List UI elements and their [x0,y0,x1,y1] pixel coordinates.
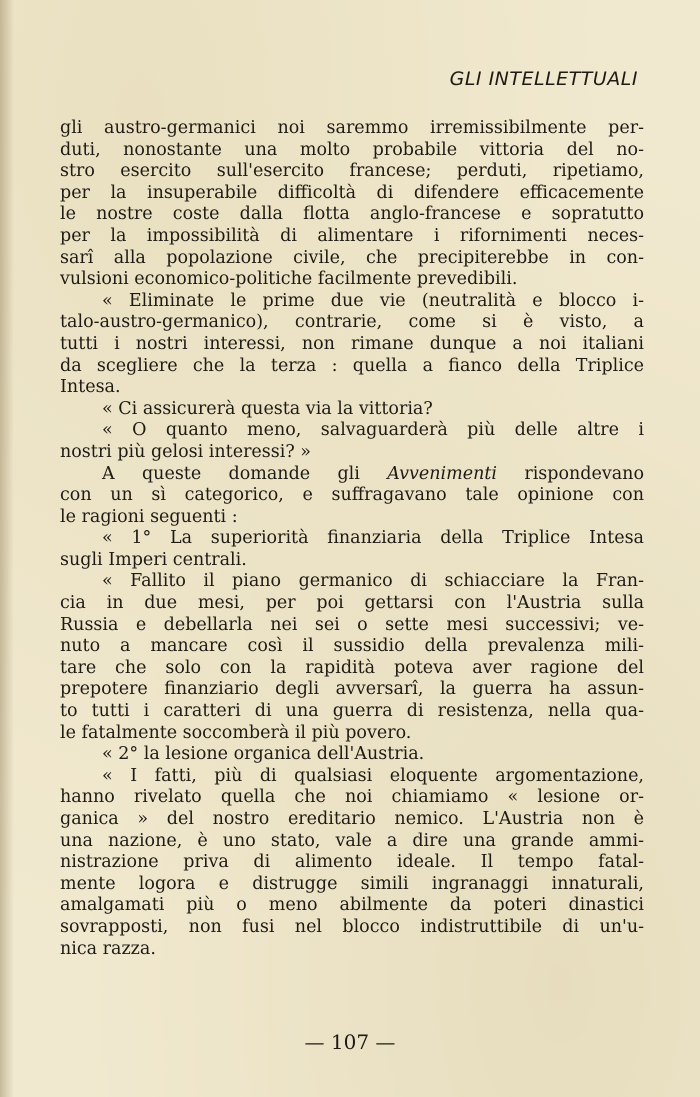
page-gutter-shadow [0,0,14,1097]
text-line: prepotere finanziario degli avversarî, la guerra ha assun- [60,679,644,700]
text-line: vulsioni economico-politiche facilmente prevedibili. [60,269,518,290]
text-line: « O quanto meno, salvaguarderà più delle altre i [102,420,644,441]
text-line: ganica » del nostro ereditario nemico. L'Austria non è [60,809,644,829]
body-text [60,118,644,960]
text-line: « Eliminate le prime due vie (neutralità e blocco i- [102,290,644,311]
text-line: « Ci assicurerà questa via la vittoria? [102,398,433,419]
text-line: « I fatti, più di qualsiasi eloquente argomentazione, [102,765,644,786]
text-run: rispondevano [497,463,644,484]
text-line: una nazione, è uno stato, vale a dire una grande ammi- [60,830,644,851]
text-line: nuto a mancare così il sussidio della prevalenza mili- [60,636,644,657]
text-line: duti, nonostante una molto probabile vittoria del no- [60,139,644,160]
text-line: « Fallito il piano germanico di schiacciare la Fran- [102,571,644,592]
text-line: le ragioni seguenti : [60,506,238,527]
text-line: tutti i nostri interessi, non rimane dunque a noi italiani [60,333,644,354]
text-line: cia in due mesi, per poi gettarsi con l'Austria sulla [60,593,644,614]
text-line: Intesa. [60,377,121,398]
text-line: mente logora e distrugge simili ingranaggi innaturali, [60,873,644,894]
text-line: talo-austro-germanico), contrarie, come si è visto, a [60,312,644,333]
text-line: da scegliere che la terza : quella a fianco della Triplice [60,355,644,376]
running-head: GLI INTELLETTUALI [449,68,638,90]
text-line: per la impossibilità di alimentare i rifornimenti neces- [60,225,644,246]
text-line: nica razza. [60,938,156,959]
text-line: nostri più gelosi interessi? » [60,441,311,462]
text-line: stro esercito sull'esercito francese; perduti, ripetiamo, [60,161,644,182]
text-line: amalgamati più o meno abilmente da poteri dinastici [60,895,644,916]
text-line [60,464,644,486]
text-line: sugli Imperi centrali. [60,549,247,570]
text-run: A queste domande gli [102,463,388,484]
text-line: con un sì categorico, e suffragavano tale opinione con [60,485,644,506]
text-line: gli austro-germanici noi saremmo irremissibilmente per- [60,118,644,138]
text-line: per la insuperabile difficoltà di difendere efficacemente [60,182,644,203]
text-line: « 2° la lesione organica dell'Austria. [102,744,425,765]
text-line: « 1° La superiorità finanziaria della Triplice Intesa [102,528,644,549]
text-line: to tutti i caratteri di una guerra di resistenza, nella qua- [60,701,644,722]
text-line: hanno rivelato quella che noi chiamiamo « lesione or- [60,787,644,808]
page-number: — 107 — [304,1030,396,1054]
text-line: sovrapposti, non fusi nel blocco indistruttibile di un'u- [60,916,644,937]
text-line: tare che solo con la rapidità poteva aver ragione del [60,657,644,678]
text-line: le nostre coste dalla flotta anglo-francese e sopratutto [60,204,644,225]
text-line: Russia e debellarla nei sei o sette mesi successivi; ve- [60,614,644,635]
text-line: sarî alla popolazione civile, che precipiterebbe in con- [60,247,644,268]
italic-title: Avvenimenti [387,463,497,484]
text-line: le fatalmente soccomberà il più povero. [60,722,412,743]
text-line: nistrazione priva di alimento ideale. Il tempo fatal- [60,852,644,873]
